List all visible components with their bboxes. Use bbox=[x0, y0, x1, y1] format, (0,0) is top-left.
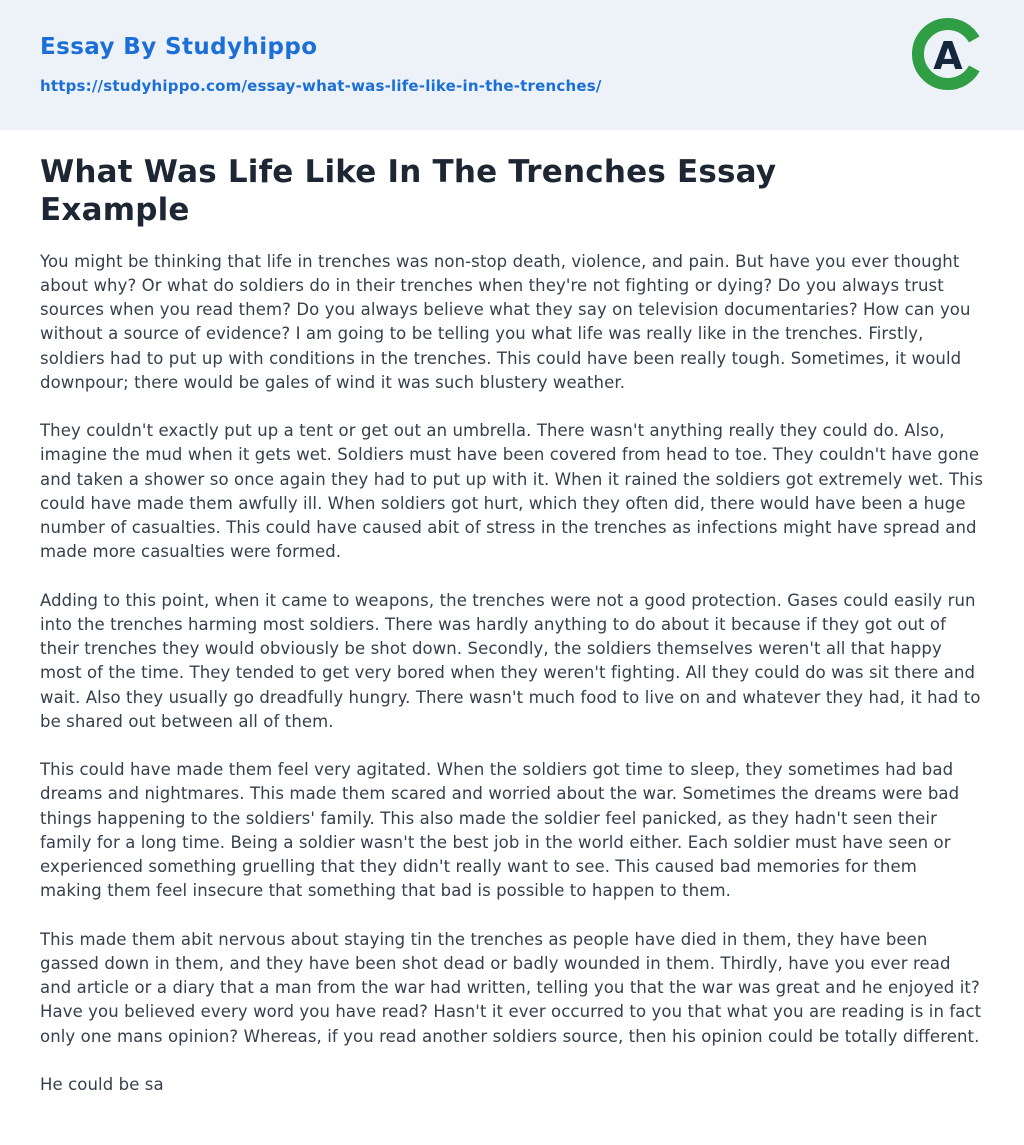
essay-paragraph: This could have made them feel very agitated. When the soldiers got time to sleep, they sometimes had bad dreams and nightmares. This made them scared and worried about the war. Sometimes the dreams were bad things happening to the soldiers' family. This also made the soldier feel panicked, as they hadn't seen their family for a long time. Being a soldier wasn't the best job in the world either. Each soldier must have seen or experienced something gruelling that they didn't really want to see. This caused bad memories for them making them feel insecure that something that bad is possible to happen to them. bbox=[40, 760, 960, 901]
essay-paragraph: This made them abit nervous about staying tin the trenches as people have died in them, they have been gassed down in them, and they have been shot dead or badly wounded in them. Thirdly, have you ever read and article or a diary that a man from the war had written, telling you that the war was great and he enjoyed it? Have you believed every word you have read? Hasn't it ever occurred to you that what you are reading is in fact only one mans opinion? Whereas, if you read another soldiers source, then his opinion could be totally different. bbox=[40, 929, 982, 1046]
logo-letter: A bbox=[933, 34, 963, 78]
page-title: What Was Life Like In The Trenches Essay Example bbox=[40, 154, 777, 228]
essay-body bbox=[40, 250, 984, 1098]
site-title: Essay By Studyhippo bbox=[40, 34, 318, 60]
studyhippo-logo-icon bbox=[910, 16, 986, 92]
essay-paragraph-truncated: He could be sa bbox=[40, 1074, 164, 1094]
source-url-link[interactable]: https://studyhippo.com/essay-what-was-life-like-in-the-trenches/ bbox=[40, 77, 602, 95]
essay-paragraph: You might be thinking that life in trenches was non-stop death, violence, and pain. But have you ever thought about why? Or what do soldiers do in their trenches when they're not fighting or dying? Do you always trust sources when you read them? Do you always believe what they say on television documentaries? How can you without a source of evidence? I am going to be telling you what life was really like in the trenches. Firstly, soldiers had to put up with conditions in the trenches. This could have been really tough. Sometimes, it would downpour; there would be gales of wind it was such blustery weather. bbox=[40, 251, 971, 392]
essay-paragraph: They couldn't exactly put up a tent or get out an umbrella. There wasn't anything really they could do. Also, imagine the mud when it gets wet. Soldiers must have been covered from head to toe. They couldn't have gone and taken a shower so once again they had to put up with it. When it rained the soldiers got extremely wet. This could have made them awfully ill. When soldiers got hurt, which they often did, there would have been a huge number of casualties. This could have caused abit of stress in the trenches as infections might have spread and made more casualties were formed. bbox=[40, 421, 984, 562]
essay-content bbox=[0, 130, 1024, 1145]
site-header bbox=[0, 0, 1024, 130]
essay-paragraph: Adding to this point, when it came to weapons, the trenches were not a good protection. Gases could easily run into the trenches harming most soldiers. There was hardly anything to do about it because if they got out of their trenches they would obviously be shot down. Secondly, the soldiers themselves weren't all that happy most of the time. They tended to get very bored when they weren't fighting. All they could do was sit there and wait. Also they usually go dreadfully hungry. There wasn't much food to live on and whatever they had, it had to be shared out between all of them. bbox=[40, 590, 981, 731]
